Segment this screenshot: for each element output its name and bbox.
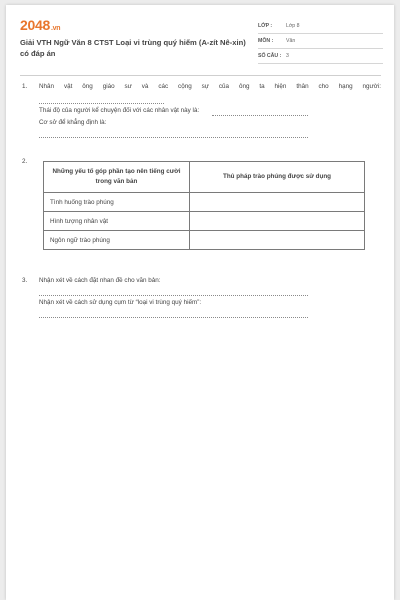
table-header-techniques: Thủ pháp trào phúng được sử dụng [190,162,365,193]
table-header-elements: Những yếu tố góp phần tạo nên tiếng cười trong văn bản [44,162,190,193]
table-cell-answer[interactable] [190,193,365,212]
answer-line[interactable] [39,295,308,296]
logo-number: 2048 [20,17,50,33]
worksheet-page [6,5,394,600]
answer-line[interactable] [212,115,308,116]
question-1-sub1: Thái độ của người kể chuyện đối với các nhân vật này là: [39,107,200,114]
meta-count-label: SỐ CÂU : [258,53,282,59]
question-3-number: 3. [22,277,28,284]
answer-line[interactable] [39,103,164,104]
meta-question-count [258,50,383,64]
document-title: Giải VTH Ngữ Văn 8 CTST Loại vi trùng quý hiếm (A-zít Nê-xin) có đáp án [20,38,246,58]
question-1-sub2: Cơ sở để khẳng định là: [39,119,107,126]
answer-line[interactable] [39,317,308,318]
answer-table [43,161,365,250]
table-cell-label: Hình tượng nhân vật [44,212,190,231]
table-header-row [44,162,365,193]
table-cell-answer[interactable] [190,231,365,250]
question-1-text: Nhân vật ông giáo sư và các cộng sự của ông ta hiện thân cho hạng người: [39,83,381,90]
table-cell-answer[interactable] [190,212,365,231]
logo-domain: .vn [50,25,61,32]
table-row [44,193,365,212]
meta-subject-value: Văn [286,38,296,44]
site-logo[interactable] [20,17,60,33]
table-cell-label: Ngôn ngữ trào phúng [44,231,190,250]
meta-subject [258,35,383,49]
meta-class-value: Lớp 8 [286,23,300,29]
question-2-number: 2. [22,158,28,165]
meta-class-label: LỚP : [258,23,273,29]
answer-line[interactable] [39,137,308,138]
table-row [44,231,365,250]
meta-subject-label: MÔN : [258,38,274,44]
question-1-number: 1. [22,83,28,90]
table-row [44,212,365,231]
header-divider [20,75,381,76]
question-3-text2: Nhận xét về cách sử dụng cụm từ “loại vi trùng quý hiếm”: [39,299,202,306]
question-3-text1: Nhận xét về cách đặt nhan đề cho văn bản: [39,277,161,284]
meta-class [258,20,383,34]
meta-count-value: 3 [286,53,289,59]
table-cell-label: Tình huống trào phúng [44,193,190,212]
